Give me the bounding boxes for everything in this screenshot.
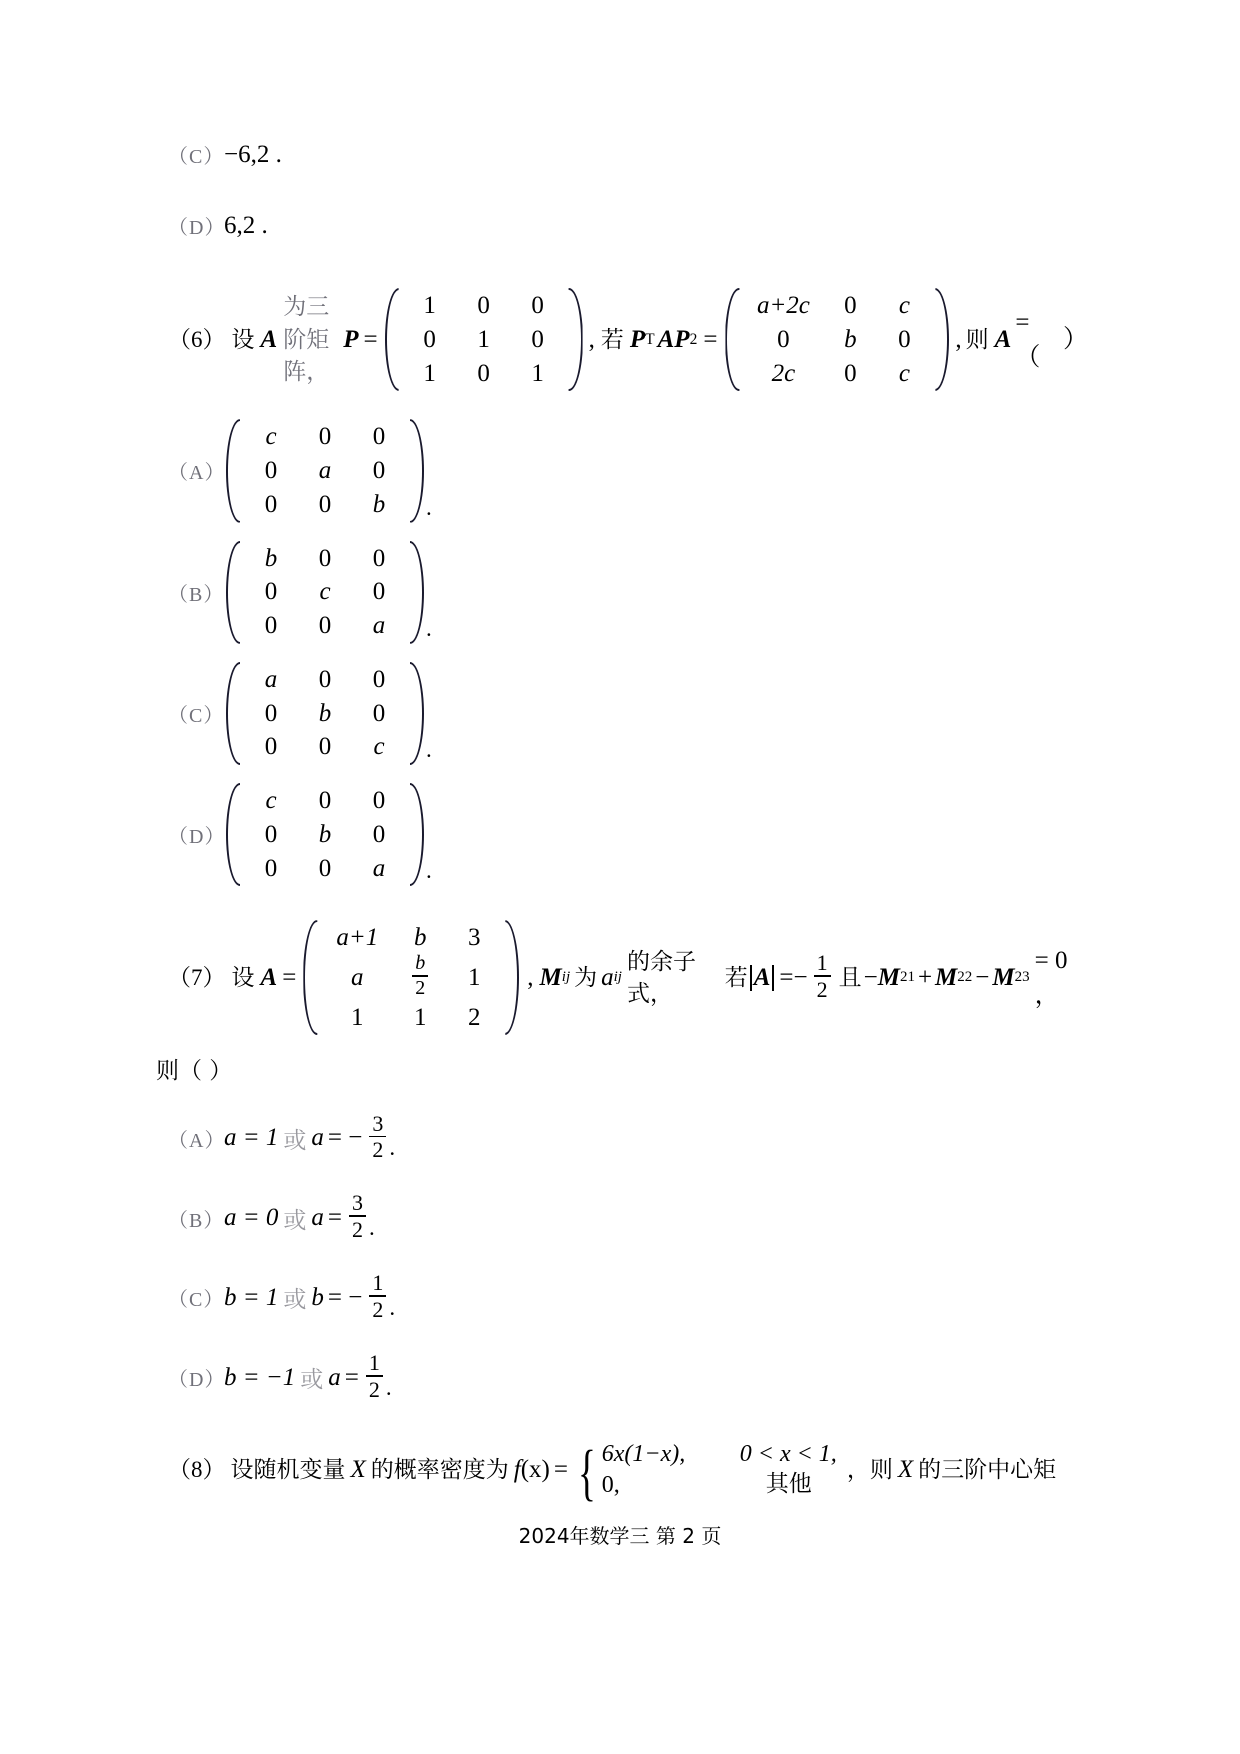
paren-left	[224, 539, 238, 646]
matrix-cell: 1	[414, 1003, 427, 1031]
option-matrix	[224, 660, 426, 767]
matrix-cell: 0	[318, 787, 332, 814]
paren-right	[937, 286, 951, 393]
matrix-cell: c	[898, 359, 910, 387]
matrix-cell: 0	[318, 612, 332, 639]
matrix-cell: 0	[844, 292, 857, 319]
matrix-cell: 3	[468, 924, 481, 952]
fraction-denominator: 2	[415, 976, 426, 999]
matrix-cell: 0	[372, 457, 386, 484]
matrix-a	[301, 918, 521, 1037]
paren-right	[507, 918, 521, 1037]
det-fraction	[814, 951, 831, 1001]
matrix-cell: 0	[372, 665, 386, 693]
matrix-cell: 2c	[771, 359, 796, 387]
option-matrix	[224, 417, 426, 524]
case-condition: 0 < x < 1,	[739, 1440, 837, 1467]
entry-subscript: ij	[613, 969, 622, 986]
q6-option-c	[168, 660, 1088, 767]
case-expression: 0,	[601, 1471, 620, 1498]
matrix-rhs	[723, 286, 951, 393]
option-value: 6,2 .	[224, 211, 268, 239]
q6-option-d	[168, 781, 1088, 888]
expr-p: P	[629, 326, 646, 354]
cond-m23-sub: 23	[1014, 969, 1030, 986]
question-7-then	[156, 1055, 1088, 1087]
matrix-cell: 0	[477, 292, 490, 319]
option-rhs-eq: = −	[327, 1283, 363, 1311]
matrix-cell: 0	[372, 787, 386, 814]
cond-m23: M	[992, 964, 1015, 992]
option-value: −6,2 .	[224, 140, 282, 168]
matrix-row	[244, 609, 406, 643]
random-variable-x-2: X	[897, 1456, 914, 1484]
stem-and: 且	[838, 964, 862, 991]
answer-blank-open: =（	[1015, 308, 1041, 371]
fraction-numerator: 1	[372, 1270, 384, 1296]
option-rhs-var: a	[328, 1363, 341, 1391]
matrix-cell: b	[318, 699, 332, 727]
matrix-cell: a+2c	[756, 292, 810, 319]
period: .	[426, 494, 432, 520]
matrix-row	[244, 542, 406, 576]
matrix-row	[244, 852, 406, 886]
stem-text-2: 为	[574, 964, 598, 991]
matrix-cell: 1	[351, 1003, 364, 1031]
option-label: （D）	[168, 217, 226, 239]
matrix-cell: a	[264, 665, 278, 693]
option-label: （C）	[168, 1289, 225, 1312]
paren-left	[383, 286, 397, 393]
option-or: 或	[283, 1207, 307, 1234]
fraction-numerator: 3	[372, 1110, 384, 1136]
matrix-cell: c	[265, 423, 277, 451]
matrix-cell: 0	[372, 578, 386, 606]
paren-left	[224, 781, 238, 888]
period: .	[389, 1135, 396, 1161]
density-function-f: f	[513, 1456, 521, 1484]
matrix-cell: 1	[477, 325, 490, 353]
matrix-cell: c	[373, 733, 385, 761]
matrix-variable-p: P	[343, 326, 359, 354]
matrix-cell-fraction	[393, 952, 447, 1001]
period: .	[426, 615, 432, 641]
matrix-cell: 0	[477, 359, 490, 387]
expr-p2: P	[674, 326, 690, 354]
matrix-row	[403, 357, 565, 391]
option-fraction	[366, 1351, 383, 1401]
page-footer	[0, 1520, 1240, 1549]
stem-then: 则	[965, 326, 989, 353]
option-or: 或	[283, 1127, 307, 1154]
option-lhs: b = 1	[224, 1283, 279, 1311]
option-label: （A）	[168, 1129, 226, 1152]
matrix-row	[403, 289, 565, 323]
stem-text-3: 的余子式，	[626, 948, 696, 1007]
matrix-cell: 0	[264, 699, 278, 727]
q7-option-a	[168, 1110, 1088, 1164]
matrix-cell: b	[372, 490, 386, 518]
matrix-cell: 0	[423, 325, 436, 353]
matrix-row	[743, 289, 931, 323]
density-arg: (x)	[520, 1456, 550, 1484]
footer-text: 2024年数学三 第 2 页	[518, 1524, 722, 1548]
fraction-denominator: 2	[372, 1296, 384, 1322]
fraction-denominator: 2	[368, 1376, 380, 1402]
carryover-option-c	[168, 140, 1088, 169]
stem-text-2: 的概率密度为	[370, 1456, 509, 1483]
matrix-row	[244, 488, 406, 522]
question-7-stem	[168, 918, 1088, 1037]
matrix-row	[244, 784, 406, 818]
piecewise-cases	[602, 1439, 837, 1501]
question-8-stem	[168, 1438, 1088, 1507]
option-rhs-eq: =	[327, 1204, 342, 1232]
matrix-row	[244, 454, 406, 488]
matrix-cell: 0	[318, 544, 332, 572]
stem-if: 若	[600, 326, 624, 353]
matrix-cell: b	[318, 820, 332, 848]
cond-plus: +	[917, 964, 933, 992]
matrix-cell: 0	[264, 490, 278, 518]
matrix-cell: 0	[264, 854, 278, 882]
fraction-denominator: 2	[351, 1217, 363, 1242]
period: .	[368, 1215, 375, 1241]
comma: ,	[588, 326, 595, 354]
option-fraction	[349, 1191, 366, 1241]
matrix-cell: 0	[372, 544, 386, 572]
option-rhs-eq: = −	[327, 1124, 363, 1152]
paren-right	[412, 781, 426, 888]
option-lhs: a = 1	[224, 1124, 279, 1152]
question-number: （6）	[168, 326, 226, 352]
stem-text-3: ，则	[846, 1456, 893, 1483]
period: .	[426, 858, 432, 884]
case-expression: 6x(1−x),	[601, 1440, 686, 1467]
option-label: （C）	[168, 704, 225, 727]
option-label: （B）	[168, 1209, 225, 1232]
matrix-cell: 0	[372, 820, 386, 848]
matrix-variable-a: A	[260, 326, 278, 354]
stem-text-2: 为三阶矩阵，	[283, 294, 330, 385]
random-variable-x: X	[350, 1456, 366, 1484]
q7-option-b	[168, 1190, 1088, 1243]
matrix-row	[244, 818, 406, 852]
matrix-cell: b	[264, 544, 278, 572]
transpose-exponent: T	[645, 330, 655, 348]
fraction-numerator: 1	[816, 949, 828, 975]
entry-symbol: a	[601, 964, 614, 992]
matrix-cell: 0	[372, 423, 386, 451]
matrix-cell: 1	[423, 359, 436, 387]
option-fraction	[369, 1112, 386, 1162]
fraction-numerator: 3	[351, 1190, 363, 1216]
matrix-row	[244, 420, 406, 454]
power-exponent: 2	[689, 330, 698, 348]
cond-m22-sub: 22	[957, 969, 973, 986]
question-number: （7）	[168, 964, 226, 990]
expr-a: A	[657, 326, 675, 354]
cond-m21-sub: 21	[899, 969, 915, 986]
case-condition: 其他	[765, 1470, 812, 1497]
option-lhs: b = −1	[224, 1363, 296, 1391]
page-content	[156, 140, 1088, 1507]
cond-m21: M	[877, 964, 900, 992]
matrix-cell: b	[844, 325, 857, 353]
option-label: （B）	[168, 583, 225, 606]
matrix-cell: c	[265, 787, 277, 814]
then-label: 则（ ）	[156, 1058, 233, 1085]
matrix-cell: 0	[898, 325, 911, 353]
matrix-cell: 1	[423, 292, 436, 319]
q7-option-d	[168, 1349, 1088, 1403]
matrix-cell: a	[351, 963, 364, 991]
stem-text-4: 的三阶中心矩	[918, 1456, 1057, 1483]
matrix-cell: 0	[531, 325, 544, 353]
fraction-denominator: 2	[816, 976, 828, 1002]
matrix-cell: 0	[264, 612, 278, 639]
option-label: （A）	[168, 462, 226, 485]
equals-sign: =	[282, 964, 297, 992]
matrix-cell: c	[319, 578, 331, 606]
cond-minus-2: −	[975, 964, 990, 992]
stem-text: 设随机变量	[230, 1456, 346, 1483]
matrix-row	[403, 323, 565, 357]
paren-left	[723, 286, 737, 393]
matrix-cell: b	[414, 924, 427, 952]
matrix-cell: a+1	[336, 924, 379, 952]
matrix-cell: a	[372, 612, 386, 639]
answer-variable: A	[994, 326, 1012, 354]
cond-equals-zero: = 0 ，	[1034, 946, 1068, 1009]
option-label: （D）	[168, 1369, 226, 1392]
question-number: （8）	[168, 1456, 226, 1482]
matrix-row	[321, 921, 501, 955]
matrix-row	[321, 1001, 501, 1035]
matrix-row	[244, 575, 406, 609]
option-matrix	[224, 539, 426, 646]
piecewise-brace: {	[577, 1438, 596, 1507]
matrix-cell: 0	[264, 733, 278, 761]
matrix-cell: 0	[264, 457, 278, 484]
minor-symbol: M	[539, 964, 562, 992]
option-rhs-var: a	[311, 1124, 324, 1152]
matrix-p	[383, 286, 585, 393]
matrix-cell: 2	[468, 1003, 481, 1031]
minor-subscript: ij	[561, 969, 571, 986]
option-or: 或	[300, 1367, 324, 1394]
q7-option-c	[168, 1270, 1088, 1323]
comma-2: ,	[955, 326, 962, 354]
equals-sign: =	[363, 326, 378, 354]
matrix-cell: a	[318, 457, 332, 484]
matrix-row	[244, 730, 406, 764]
det-equals: =−	[779, 964, 808, 992]
matrix-row	[244, 697, 406, 731]
matrix-row	[321, 952, 501, 1001]
period: .	[385, 1374, 392, 1400]
matrix-cell: c	[898, 292, 910, 319]
fraction-numerator: b	[415, 952, 426, 974]
paren-right	[412, 417, 426, 524]
case-row-2	[602, 1470, 837, 1501]
paren-right	[412, 539, 426, 646]
matrix-row	[244, 663, 406, 697]
paren-right	[571, 286, 585, 393]
paren-right	[412, 660, 426, 767]
option-lhs: a = 0	[224, 1204, 279, 1232]
matrix-cell: 0	[318, 423, 332, 451]
matrix-row	[743, 323, 931, 357]
q6-option-a	[168, 417, 1088, 524]
matrix-cell: 0	[318, 490, 332, 518]
fraction-denominator: 2	[372, 1137, 384, 1163]
fraction-numerator: 1	[368, 1349, 380, 1375]
answer-blank-close: ）	[1062, 326, 1088, 354]
equals-sign-2: =	[703, 326, 718, 354]
cond-minus: −	[863, 964, 878, 992]
stem-if: 若	[724, 964, 748, 991]
matrix-cell: a	[372, 854, 386, 882]
comma: ,	[527, 964, 534, 992]
question-6-stem	[168, 286, 1088, 393]
det-bar-right	[772, 965, 774, 991]
period: .	[426, 737, 432, 762]
matrix-cell: 0	[318, 854, 332, 882]
case-row-1	[602, 1439, 837, 1470]
matrix-variable-a: A	[260, 964, 278, 992]
option-label: （C）	[168, 146, 225, 168]
option-matrix	[224, 781, 426, 888]
matrix-row	[743, 357, 931, 391]
matrix-cell: 0	[531, 292, 544, 319]
matrix-cell: 0	[318, 665, 332, 693]
paren-left	[224, 660, 238, 767]
option-rhs-eq: =	[344, 1363, 359, 1391]
option-label: （D）	[168, 826, 226, 849]
paren-left	[301, 918, 315, 1037]
det-bar-left	[750, 965, 752, 991]
matrix-cell: 0	[372, 699, 386, 727]
matrix-cell: 1	[531, 359, 544, 387]
matrix-cell: 0	[318, 733, 332, 761]
option-or: 或	[283, 1287, 307, 1314]
q6-option-b	[168, 539, 1088, 646]
stem-text: 设	[231, 964, 255, 991]
paren-left	[224, 417, 238, 524]
density-equals: =	[553, 1456, 568, 1484]
matrix-cell: 0	[777, 325, 790, 353]
matrix-cell: 1	[468, 963, 481, 991]
option-fraction	[369, 1271, 386, 1321]
period: .	[389, 1294, 396, 1320]
carryover-option-d	[168, 211, 1088, 240]
matrix-cell: 0	[844, 359, 857, 387]
matrix-cell: 0	[264, 578, 278, 606]
option-rhs-var: a	[311, 1204, 324, 1232]
cond-m22: M	[935, 964, 958, 992]
stem-text: 设	[231, 326, 255, 353]
det-variable: A	[753, 964, 771, 992]
matrix-cell: 0	[264, 820, 278, 848]
option-rhs-var: b	[311, 1283, 324, 1311]
